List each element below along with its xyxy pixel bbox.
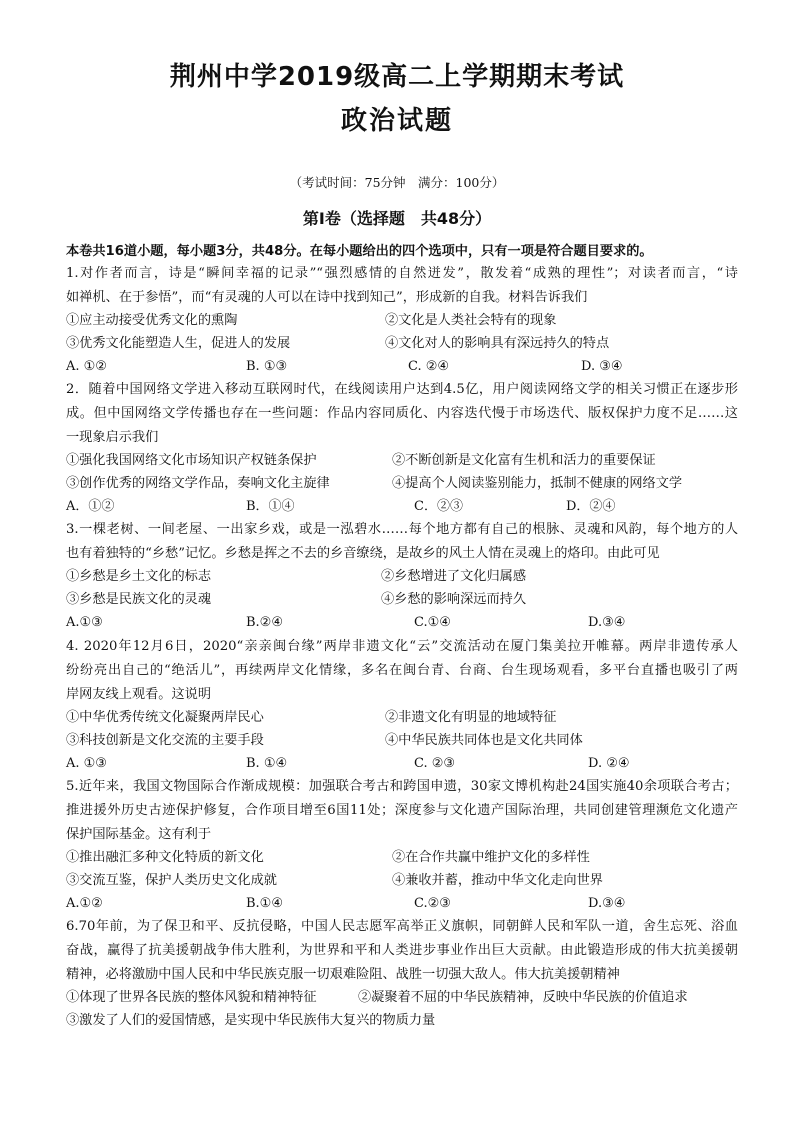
- q2-stem-line-2: 成。但中国网络文学传播也存在一些问题：作品内容同质化、内容迭代慢于市场迭代、版权保护力度不足……这: [66, 406, 738, 421]
- q5-statement-4: ④兼收并蓄，推动中华文化走向世界: [392, 873, 603, 888]
- q1-stem-line-2: 如禅机、在于参悟”，而“有灵魂的人可以在诗中找到知己”，形成新的自我。材料告诉我们: [66, 290, 588, 305]
- q2-statement-1: ①强化我国网络文化市场知识产权链条保护: [66, 453, 317, 468]
- q1-stem-line-1: 1.对作者而言，诗是“瞬间幸福的记录”“强烈感情的自然迸发”，散发着“成熟的理性”；对读者而言，“诗: [66, 266, 738, 281]
- q5-choice-d[interactable]: D.③④: [588, 896, 626, 911]
- q1-choice-d[interactable]: D. ③④: [581, 359, 623, 374]
- q2-statement-3: ③创作优秀的网络文学作品，奏响文化主旋律: [66, 476, 330, 491]
- q2-choice-b[interactable]: B．①④: [246, 499, 295, 514]
- q3-choice-d[interactable]: D.③④: [588, 615, 626, 630]
- q3-choice-c[interactable]: C.①④: [414, 615, 451, 630]
- q4-choice-a[interactable]: A. ①③: [66, 756, 107, 771]
- q6-statement-3: ③激发了人们的爱国情感，是实现中华民族伟大复兴的物质力量: [66, 1013, 436, 1028]
- q4-statement-1: ①中华优秀传统文化凝聚两岸民心: [66, 710, 264, 725]
- q1-statement-4: ④文化对人的影响具有深远持久的特点: [385, 336, 610, 351]
- q6-statement-2: ②凝聚着不屈的中华民族精神，反映中华民族的价值追求: [358, 990, 688, 1005]
- q3-choice-a[interactable]: A.①③: [66, 615, 103, 630]
- exam-title: 荆州中学2019级高二上学期期末考试: [169, 62, 625, 92]
- q6-stem-line-2: 奋战，赢得了抗美援朝战争伟大胜利，为世界和平和人类进步事业作出巨大贡献。由此锻造形成的伟大抗美援朝: [66, 943, 738, 958]
- q5-choice-a[interactable]: A.①②: [66, 896, 103, 911]
- q2-choice-d[interactable]: D．②④: [566, 499, 616, 514]
- q6-stem-line-3: 精神，必将激励中国人民和中华民族克服一切艰难险阻、战胜一切强大敌人。伟大抗美援朝精神: [66, 967, 620, 982]
- q3-statement-4: ④乡愁的影响深远而持久: [381, 592, 527, 607]
- q5-choice-c[interactable]: C.②③: [414, 896, 451, 911]
- q4-stem-line-2: 纷纷亮出自己的“绝活儿”，再续两岸文化情缘，多名在闽台青、台商、台生现场观看，多平台直播也吸引了两: [66, 663, 738, 678]
- q2-statement-2: ②不断创新是文化富有生机和活力的重要保证: [392, 453, 656, 468]
- q3-statement-2: ②乡愁增进了文化归属感: [381, 569, 527, 584]
- q4-choice-c[interactable]: C. ②③: [414, 756, 456, 771]
- section-title: 第Ⅰ卷（选择题 共48分）: [302, 209, 492, 228]
- q4-stem-line-3: 岸网友线上观看。这说明: [66, 687, 212, 702]
- q5-stem-line-2: 推进援外历史古迹保护修复，合作项目增至6国11处；深度参与文化遗产国际治理，共同创建管理濒危文化遗产: [66, 803, 738, 818]
- q4-choice-b[interactable]: B. ①④: [246, 756, 288, 771]
- exam-time-score-info: （考试时间：75分钟 满分：100分）: [289, 175, 505, 190]
- q1-statement-2: ②文化是人类社会特有的现象: [385, 313, 557, 328]
- q1-choice-b[interactable]: B. ①③: [246, 359, 288, 374]
- q4-choice-d[interactable]: D. ②④: [588, 756, 630, 771]
- exam-subject-title: 政治试题: [340, 106, 453, 136]
- q5-stem-line-3: 保护国际基金。这有利于: [66, 827, 212, 842]
- q5-statement-3: ③交流互鉴，保护人类历史文化成就: [66, 873, 277, 888]
- q4-statement-3: ③科技创新是文化交流的主要手段: [66, 733, 264, 748]
- q5-statement-2: ②在合作共赢中维护文化的多样性: [392, 850, 590, 865]
- q2-statement-4: ④提高个人阅读鉴别能力，抵制不健康的网络文学: [392, 476, 683, 491]
- q3-statement-1: ①乡愁是乡土文化的标志: [66, 569, 212, 584]
- q5-statement-1: ①推出融汇多种文化特质的新文化: [66, 850, 264, 865]
- q5-stem-line-1: 5.近年来，我国文物国际合作渐成规模：加强联合考古和跨国申遗，30家文博机构赴24国实施40余项联合考古；: [66, 779, 738, 794]
- q4-stem-line-1: 4. 2020年12月6日，2020“亲亲闽台缘”两岸非遗文化“云”交流活动在厦门集美拉开帷幕。两岸非遗传承人: [66, 639, 738, 654]
- q3-statement-3: ③乡愁是民族文化的灵魂: [66, 592, 212, 607]
- q1-choice-a[interactable]: A. ①②: [66, 359, 107, 374]
- q6-statement-1: ①体现了世界各民族的整体风貌和精神特征: [66, 990, 317, 1005]
- q2-stem-line-3: 一现象启示我们: [66, 430, 159, 445]
- q6-stem-line-1: 6.70年前，为了保卫和平、反抗侵略，中国人民志愿军高举正义旗帜，同朝鲜人民和军队一道，舍生忘死、浴血: [66, 919, 738, 934]
- section-instructions: 本卷共16道小题，每小题3分，共48分。在每小题给出的四个选项中，只有一项是符合题目要求的。: [66, 244, 653, 259]
- q1-statement-1: ①应主动接受优秀文化的熏陶: [66, 313, 238, 328]
- q3-stem-line-1: 3.一棵老树、一间老屋、一出家乡戏，或是一泓碧水……每个地方都有自己的根脉、灵魂和风韵，每个地方的人: [66, 522, 738, 537]
- q1-statement-3: ③优秀文化能塑造人生，促进人的发展: [66, 336, 291, 351]
- q3-stem-line-2: 也有着独特的“乡愁”记忆。乡愁是挥之不去的乡音缭绕，是故乡的风土人情在灵魂上的烙印。由此可见: [66, 546, 660, 561]
- q4-statement-2: ②非遗文化有明显的地域特征: [385, 710, 557, 725]
- q3-choice-b[interactable]: B.②④: [246, 615, 283, 630]
- q2-stem-line-1: 2．随着中国网络文学进入移动互联网时代，在线阅读用户达到4.5亿，用户阅读网络文学的相关习惯正在逐步形: [66, 382, 738, 397]
- q5-choice-b[interactable]: B.①④: [246, 896, 283, 911]
- q2-choice-c[interactable]: C．②③: [414, 499, 463, 514]
- q1-choice-c[interactable]: C. ②④: [408, 359, 450, 374]
- q2-choice-a[interactable]: A．①②: [66, 499, 115, 514]
- q4-statement-4: ④中华民族共同体也是文化共同体: [385, 733, 583, 748]
